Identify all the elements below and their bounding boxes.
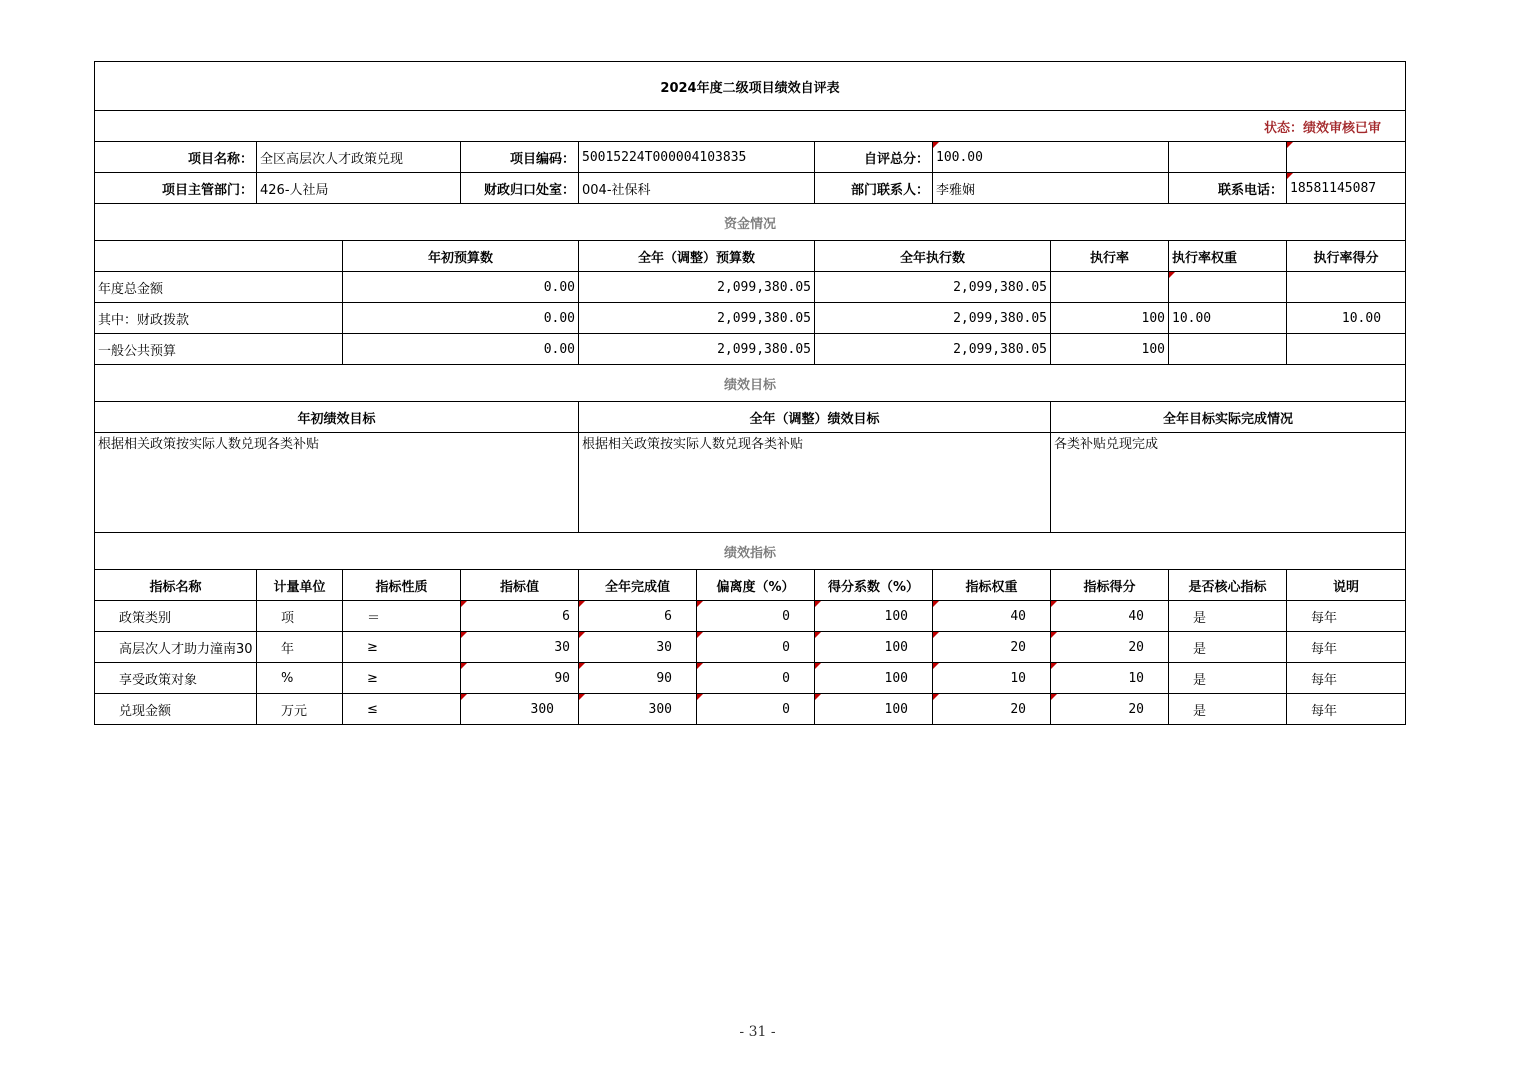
project-name-value: 全区高层次人才政策兑现 — [257, 142, 461, 173]
col-header: 年初绩效目标 — [95, 402, 579, 433]
indicator-nature: ≤ — [343, 694, 461, 725]
indicator-name: 享受政策对象 — [95, 663, 257, 694]
col-header: 指标得分 — [1051, 570, 1169, 601]
performance-evaluation-table — [94, 61, 1406, 725]
section-funds: 资金情况 — [95, 204, 1406, 241]
adjusted-goal: 根据相关政策按实际人数兑现各类补贴 — [579, 433, 1051, 533]
indicator-name: 高层次人才助力潼南30 — [95, 632, 257, 663]
section-goals: 绩效目标 — [95, 365, 1406, 402]
indicator-nature: ≥ — [343, 663, 461, 694]
rate-weight — [1169, 272, 1287, 303]
finance-office-label: 财政归口处室： — [461, 173, 579, 204]
contact-value: 李雅娴 — [933, 173, 1169, 204]
col-header: 说明 — [1287, 570, 1406, 601]
indicator-score: 10 — [1051, 663, 1169, 694]
col-header: 执行率得分 — [1287, 241, 1406, 272]
indicator-deviation: 0 — [697, 694, 815, 725]
indicator-target: 300 — [461, 694, 579, 725]
indicator-actual: 30 — [579, 632, 697, 663]
status-badge: 状态：绩效审核已审 — [95, 111, 1406, 142]
indicator-actual: 90 — [579, 663, 697, 694]
col-header: 指标性质 — [343, 570, 461, 601]
col-header: 全年（调整）预算数 — [579, 241, 815, 272]
execution-rate: 100 — [1051, 303, 1169, 334]
indicator-deviation: 0 — [697, 663, 815, 694]
indicator-nature: ≥ — [343, 632, 461, 663]
page-title: 2024年度二级项目绩效自评表 — [95, 62, 1406, 111]
adjusted-budget: 2,099,380.05 — [579, 303, 815, 334]
indicator-coef: 100 — [815, 632, 933, 663]
col-header: 是否核心指标 — [1169, 570, 1287, 601]
table-row — [95, 334, 1406, 365]
indicator-score: 20 — [1051, 694, 1169, 725]
section-indicators: 绩效指标 — [95, 533, 1406, 570]
indicator-actual: 6 — [579, 601, 697, 632]
indicator-target: 30 — [461, 632, 579, 663]
indicator-coef: 100 — [815, 601, 933, 632]
indicator-target: 6 — [461, 601, 579, 632]
execution-rate: 100 — [1051, 334, 1169, 365]
table-row — [95, 632, 1406, 663]
indicator-name: 兑现金额 — [95, 694, 257, 725]
indicator-core: 是 — [1169, 663, 1287, 694]
rate-score — [1287, 334, 1406, 365]
indicator-name: 政策类别 — [95, 601, 257, 632]
indicator-coef: 100 — [815, 694, 933, 725]
dept-value: 426-人社局 — [257, 173, 461, 204]
empty-cell — [95, 241, 343, 272]
initial-goal: 根据相关政策按实际人数兑现各类补贴 — [95, 433, 579, 533]
col-header: 全年目标实际完成情况 — [1051, 402, 1406, 433]
project-code-label: 项目编码： — [461, 142, 579, 173]
indicator-target: 90 — [461, 663, 579, 694]
indicator-note: 每年 — [1287, 663, 1406, 694]
contact-label: 部门联系人： — [815, 173, 933, 204]
col-header: 全年（调整）绩效目标 — [579, 402, 1051, 433]
indicator-deviation: 0 — [697, 601, 815, 632]
col-header: 指标值 — [461, 570, 579, 601]
goal-completion: 各类补贴兑现完成 — [1051, 433, 1406, 533]
indicator-note: 每年 — [1287, 601, 1406, 632]
project-name-label: 项目名称： — [95, 142, 257, 173]
indicator-score: 20 — [1051, 632, 1169, 663]
indicator-weight: 20 — [933, 694, 1051, 725]
col-header: 全年执行数 — [815, 241, 1051, 272]
indicator-weight: 10 — [933, 663, 1051, 694]
row-label: 一般公共预算 — [95, 334, 343, 365]
indicator-actual: 300 — [579, 694, 697, 725]
self-score-label: 自评总分： — [815, 142, 933, 173]
col-header: 得分系数（%） — [815, 570, 933, 601]
indicator-weight: 40 — [933, 601, 1051, 632]
indicator-note: 每年 — [1287, 632, 1406, 663]
executed-amount: 2,099,380.05 — [815, 334, 1051, 365]
col-header: 计量单位 — [257, 570, 343, 601]
rate-weight: 10.00 — [1169, 303, 1287, 334]
indicator-nature: ＝ — [343, 601, 461, 632]
self-score-value: 100.00 — [933, 142, 1169, 173]
empty-cell — [1169, 142, 1287, 173]
row-label: 年度总金额 — [95, 272, 343, 303]
indicator-core: 是 — [1169, 694, 1287, 725]
indicator-unit: % — [257, 663, 343, 694]
indicator-unit: 项 — [257, 601, 343, 632]
initial-budget: 0.00 — [343, 272, 579, 303]
empty-cell — [1287, 142, 1406, 173]
indicator-unit: 年 — [257, 632, 343, 663]
table-row — [95, 663, 1406, 694]
col-header: 年初预算数 — [343, 241, 579, 272]
col-header: 指标权重 — [933, 570, 1051, 601]
dept-label: 项目主管部门： — [95, 173, 257, 204]
phone-value: 18581145087 — [1287, 173, 1406, 204]
col-header: 执行率 — [1051, 241, 1169, 272]
table-row — [95, 303, 1406, 334]
col-header: 指标名称 — [95, 570, 257, 601]
rate-score: 10.00 — [1287, 303, 1406, 334]
initial-budget: 0.00 — [343, 334, 579, 365]
col-header: 执行率权重 — [1169, 241, 1287, 272]
table-row — [95, 601, 1406, 632]
executed-amount: 2,099,380.05 — [815, 303, 1051, 334]
col-header: 全年完成值 — [579, 570, 697, 601]
adjusted-budget: 2,099,380.05 — [579, 272, 815, 303]
indicator-score: 40 — [1051, 601, 1169, 632]
adjusted-budget: 2,099,380.05 — [579, 334, 815, 365]
indicator-core: 是 — [1169, 601, 1287, 632]
phone-label: 联系电话： — [1169, 173, 1287, 204]
indicator-unit: 万元 — [257, 694, 343, 725]
executed-amount: 2,099,380.05 — [815, 272, 1051, 303]
execution-rate — [1051, 272, 1169, 303]
rate-weight — [1169, 334, 1287, 365]
indicator-core: 是 — [1169, 632, 1287, 663]
col-header: 偏离度（%） — [697, 570, 815, 601]
initial-budget: 0.00 — [343, 303, 579, 334]
table-row — [95, 694, 1406, 725]
indicator-note: 每年 — [1287, 694, 1406, 725]
indicator-coef: 100 — [815, 663, 933, 694]
indicator-weight: 20 — [933, 632, 1051, 663]
finance-office-value: 004-社保科 — [579, 173, 815, 204]
table-row — [95, 272, 1406, 303]
indicator-deviation: 0 — [697, 632, 815, 663]
project-code-value: 50015224T000004103835 — [579, 142, 815, 173]
rate-score — [1287, 272, 1406, 303]
row-label: 其中：财政拨款 — [95, 303, 343, 334]
page-number: - 31 - — [739, 1024, 776, 1040]
